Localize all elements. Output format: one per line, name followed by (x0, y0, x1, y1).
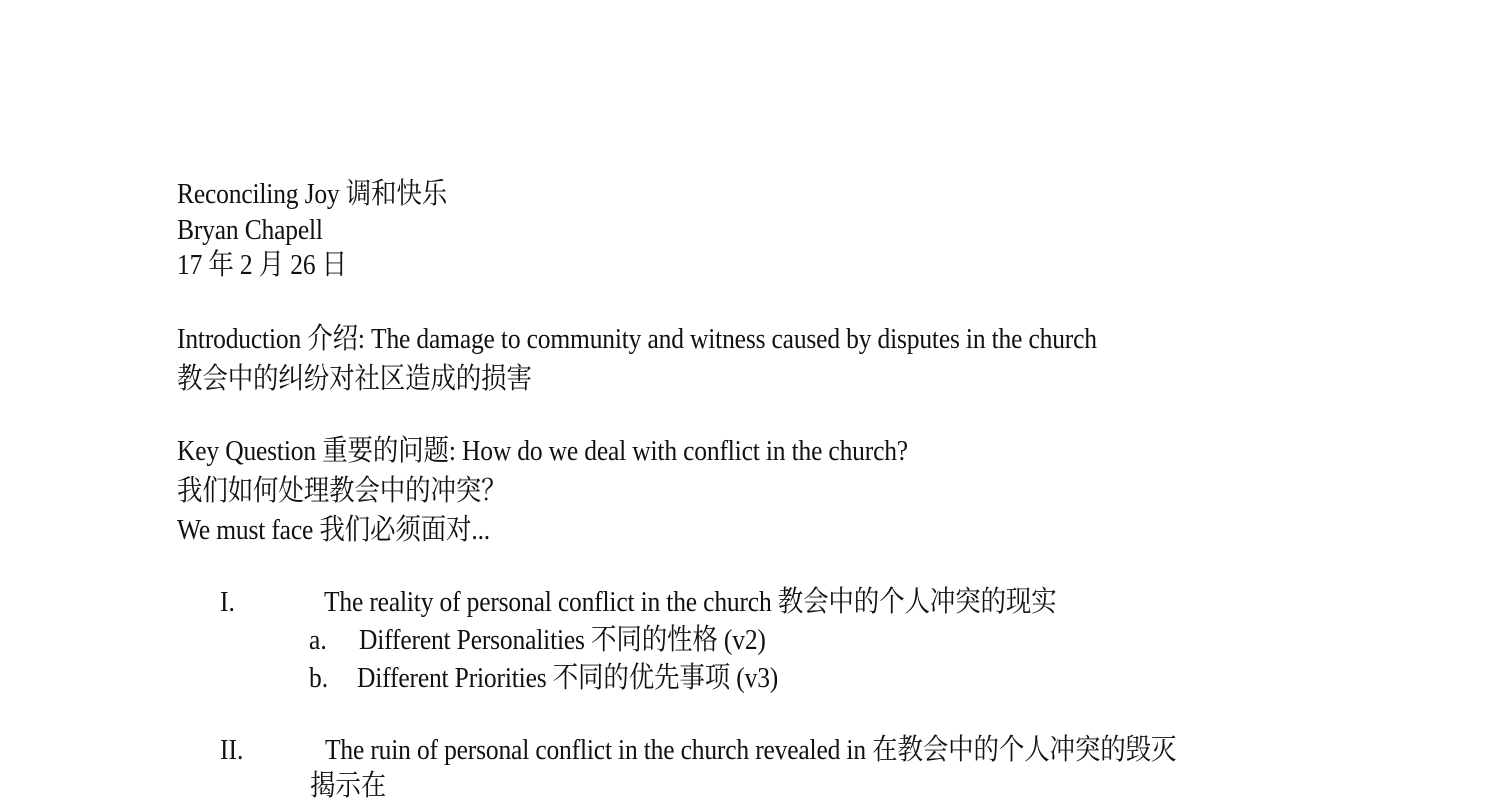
outline-numeral-2: II. (220, 734, 244, 766)
sermon-date: 17 年 2 月 26 日 (177, 249, 347, 281)
outline-subpoint-letter-1a: a. (309, 624, 327, 656)
outline-point-1: The reality of personal conflict in the church 教会中的个人冲突的现实 (324, 586, 1057, 618)
key-question-line-2: 我们如何处理教会中的冲突？ (177, 475, 507, 507)
introduction-line-1: Introduction 介绍: The damage to community and witness caused by disputes in the church (177, 323, 1097, 355)
outline-point-2-continuation: 揭示在 (310, 770, 387, 802)
introduction-line-2: 教会中的纠纷对社区造成的损害 (177, 363, 532, 395)
key-question-line-1: Key Question 重要的问题: How do we deal with conflict in the church? (177, 435, 908, 467)
document-title: Reconciling Joy 调和快乐 (177, 178, 448, 210)
outline-point-2: The ruin of personal conflict in the church revealed in 在教会中的个人冲突的毁灭 (325, 734, 1177, 766)
author-name: Bryan Chapell (177, 214, 323, 246)
outline-numeral-1: I. (220, 586, 235, 618)
outline-subpoint-1b: Different Priorities 不同的优先事项 (v3) (357, 662, 779, 694)
key-question-line-3: We must face 我们必须面对... (177, 514, 491, 546)
outline-subpoint-letter-1b: b. (309, 662, 329, 694)
outline-subpoint-1a: Different Personalities 不同的性格 (v2) (359, 624, 766, 656)
